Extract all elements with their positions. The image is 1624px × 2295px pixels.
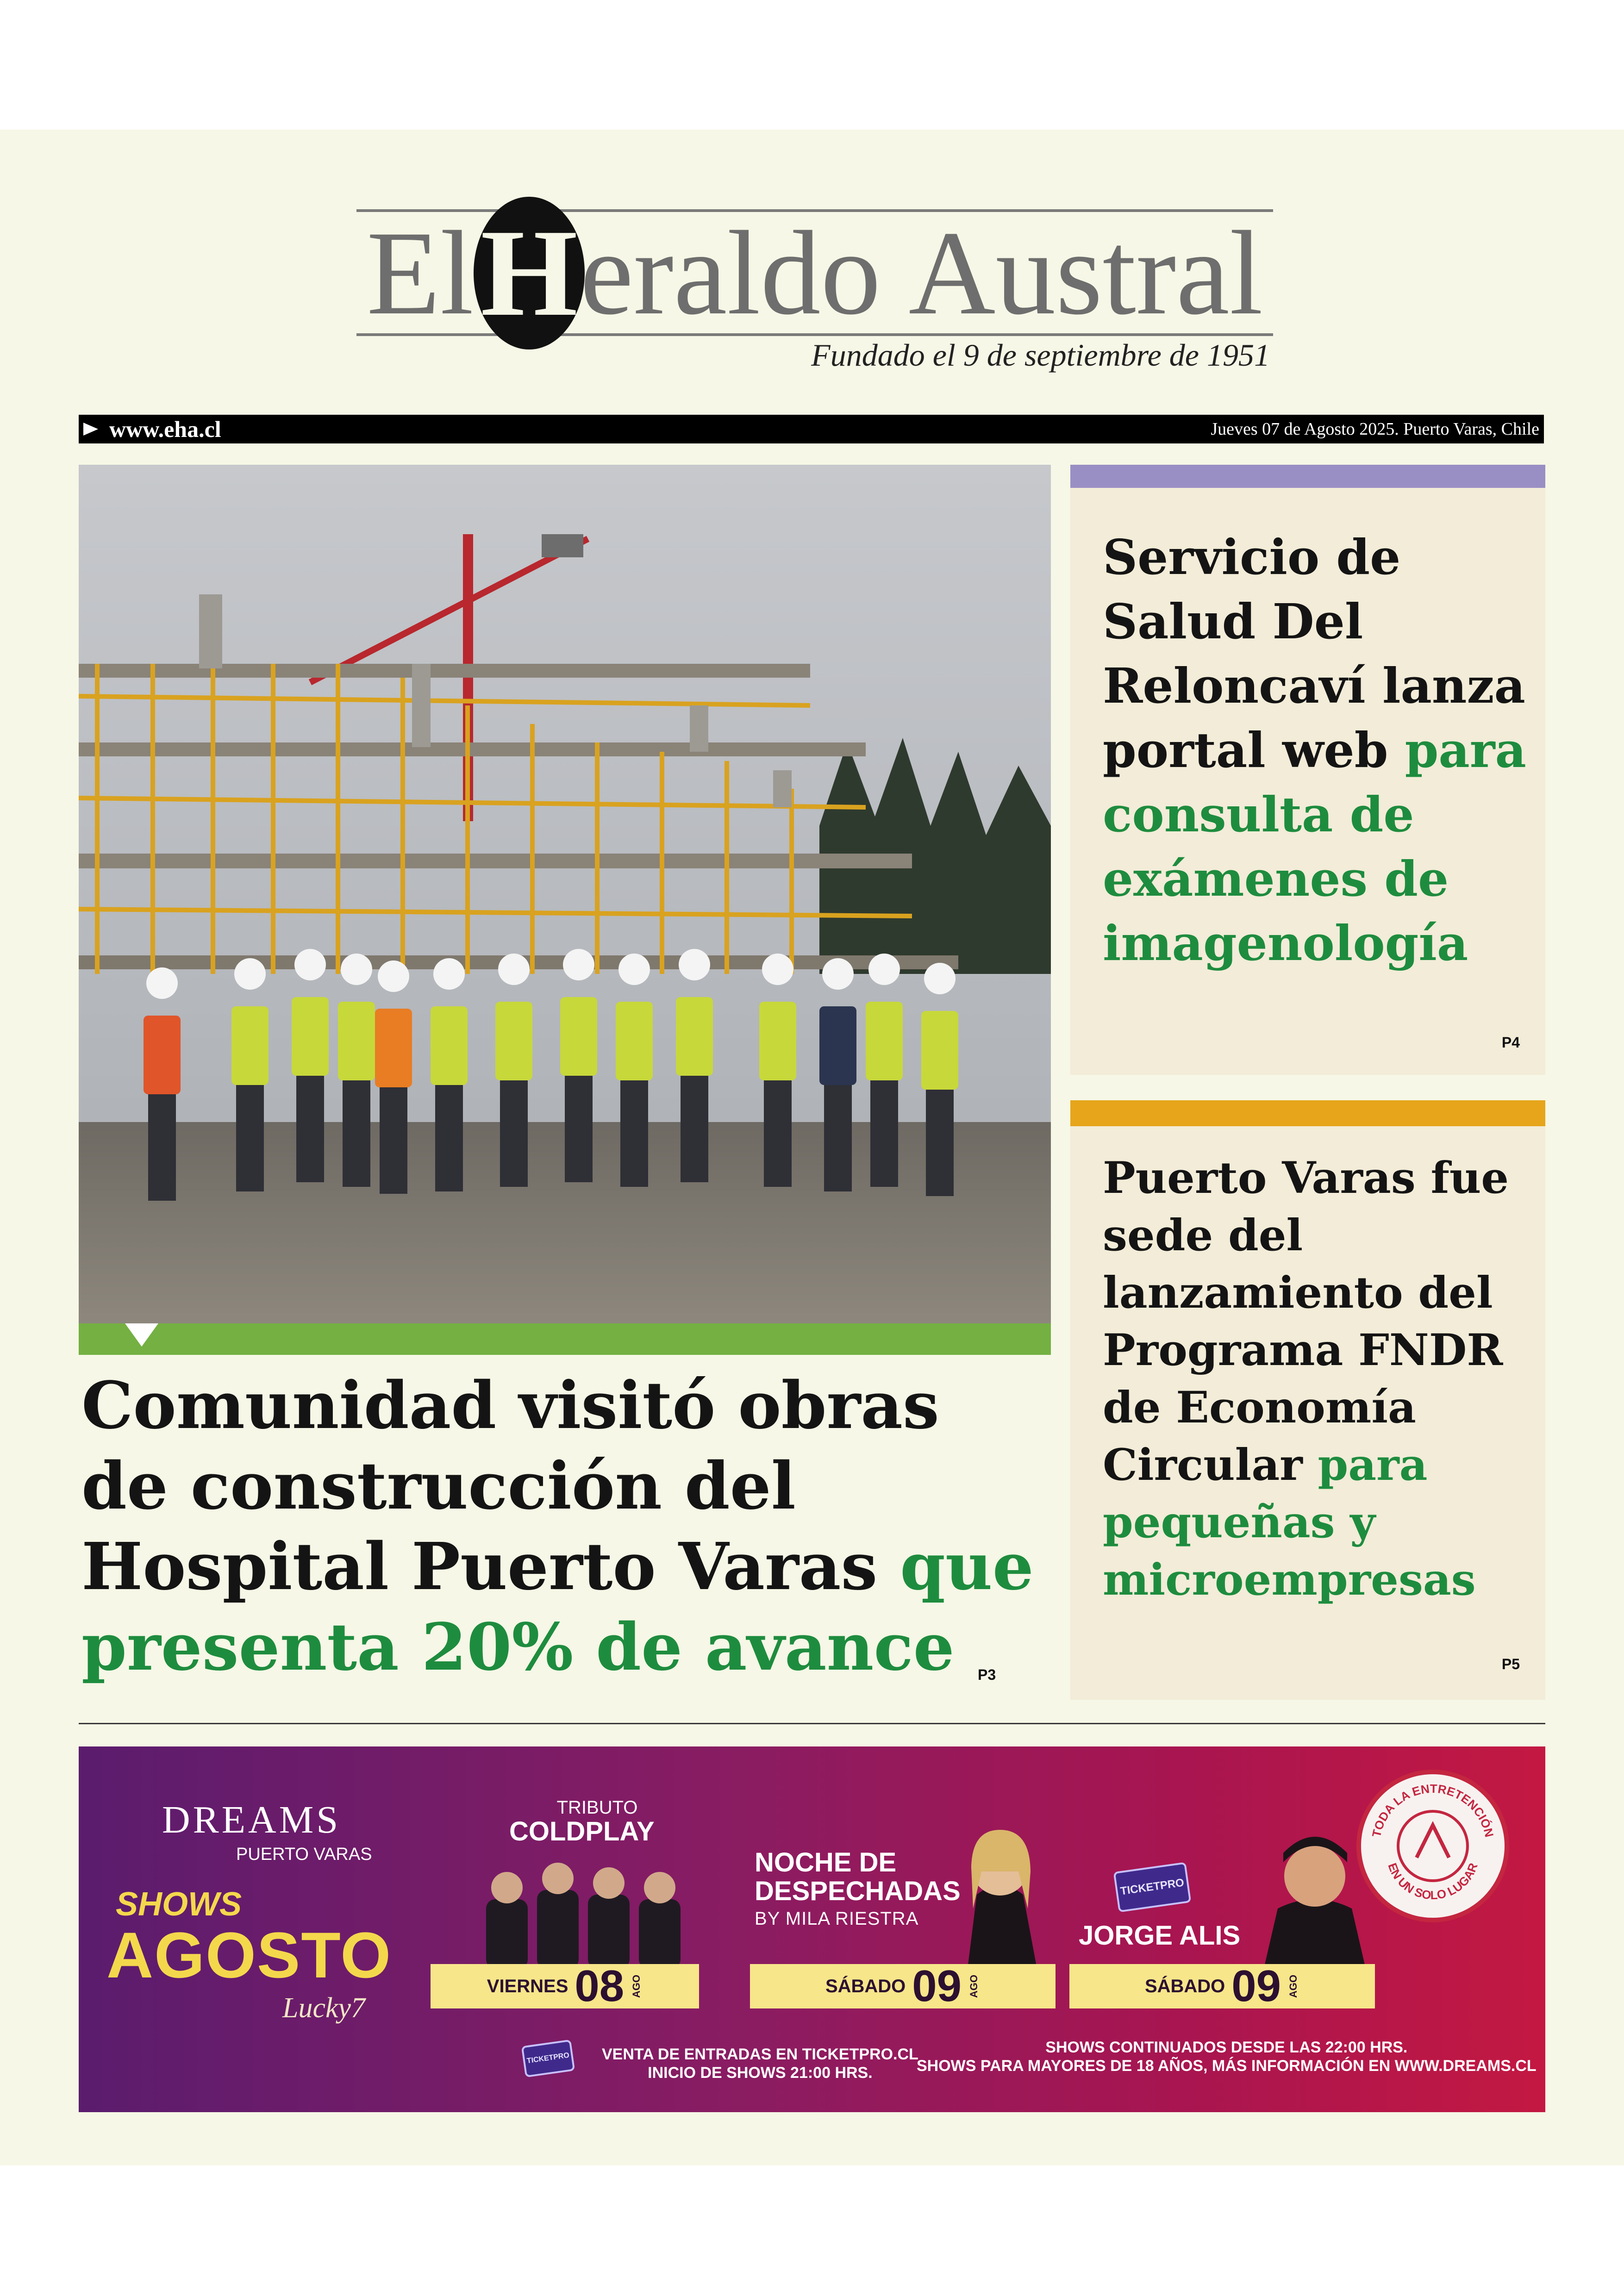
founded-line: Fundado el 9 de septiembre de 1951	[811, 337, 1270, 373]
side-story-2-color-bar	[1070, 1100, 1545, 1126]
date-bar	[79, 415, 1544, 443]
event3-date	[1069, 1961, 1375, 2011]
construction-group-photo-icon	[79, 465, 1051, 1323]
ad-lucky7: Lucky7	[282, 1992, 366, 2024]
event3-day: SÁBADO	[1144, 1976, 1225, 1996]
section-divider	[79, 1723, 1545, 1724]
event2-title	[755, 1848, 961, 1906]
coldplay-band-photo-icon	[477, 1862, 694, 1969]
side-story-1[interactable]	[1070, 465, 1545, 1075]
dreams-ad-banner[interactable]	[79, 1746, 1545, 2112]
event1-num: 08	[575, 1961, 625, 2011]
side-story-2-headline	[1070, 1149, 1545, 1609]
event1-month: AGO	[631, 1974, 643, 1998]
side-story-1-headline-accent: para consulta de exámenes de imagenología	[1103, 722, 1526, 972]
ad-shows-label: SHOWS	[116, 1886, 242, 1923]
mila-riestra-photo-icon	[949, 1816, 1051, 1969]
side-story-1-headline	[1070, 525, 1545, 975]
side-story-2-page-ref: P5	[1501, 1656, 1520, 1672]
event2-num: 09	[912, 1961, 962, 2011]
masthead-word-eraldo: eraldo	[580, 206, 881, 340]
event2-day: SÁBADO	[825, 1976, 906, 1996]
photo-caption-bar	[79, 1323, 1051, 1355]
ad-month: AGOSTO	[106, 1919, 392, 1991]
event2-title-line1: NOCHE DE	[755, 1847, 897, 1877]
arrow-right-icon	[83, 423, 98, 436]
side-story-1-color-bar	[1070, 465, 1545, 488]
stamp-bottom-text: EN UN SOLO LUGAR	[1385, 1861, 1480, 1902]
lead-headline-accent: que presenta 20% de avance	[81, 1529, 1034, 1685]
event2-date	[750, 1961, 1056, 2011]
event1-pre-title: TRIBUTO	[556, 1797, 638, 1818]
triangle-down-icon	[125, 1323, 158, 1347]
masthead-h-logo: H	[474, 197, 585, 349]
lead-story-headline[interactable]	[81, 1366, 1044, 1688]
ticketpro-badge-2: TICKETPRO	[521, 2039, 575, 2077]
side-story-2-headline-main: Puerto Varas fue sede del lanzamiento del Programa FNDR de Economía Circular	[1103, 1153, 1509, 1491]
ad-info-left	[602, 2045, 918, 2082]
event3-title: JORGE ALIS	[1079, 1921, 1241, 1951]
event3-num: 09	[1231, 1961, 1281, 2011]
ad-info-right-line1: SHOWS CONTINUADOS DESDE LAS 22:00 HRS.	[1045, 2039, 1408, 2056]
entertainment-stamp-icon	[1356, 1770, 1509, 1922]
ad-info-right-line2: SHOWS PARA MAYORES DE 18 AÑOS, MÁS INFORMACIÓN EN WWW.DREAMS.CL	[917, 2057, 1537, 2075]
side-story-2[interactable]	[1070, 1100, 1545, 1700]
event1-title: COLDPLAY	[509, 1816, 655, 1846]
lead-page-ref: P3	[978, 1666, 996, 1683]
stamp-top-text: TODA LA ENTRETENCIÓN	[1369, 1781, 1497, 1839]
ticketpro-badge-1: TICKETPRO	[1113, 1862, 1192, 1912]
side-story-1-page-ref: P4	[1501, 1034, 1520, 1051]
event2-month: AGO	[968, 1974, 980, 1998]
masthead-title	[356, 185, 1273, 361]
lead-story-photo[interactable]	[79, 465, 1051, 1323]
ad-brand: DREAMS	[162, 1798, 341, 1841]
event2-title-line2: DESPECHADAS	[755, 1876, 961, 1906]
ad-info-right	[917, 2038, 1537, 2075]
issue-date: Jueves 07 de Agosto 2025. Puerto Varas, Chile	[1211, 419, 1539, 439]
site-url-link[interactable]: www.eha.cl	[109, 416, 221, 442]
lead-headline-main: Comunidad visitó obras de construcción del Hospital Puerto Varas	[81, 1368, 939, 1605]
event3-month: AGO	[1287, 1974, 1299, 1998]
ad-info-left-line1: VENTA DE ENTRADAS EN TICKETPRO.CL	[602, 2046, 918, 2063]
ad-brand-sub: PUERTO VARAS	[236, 1845, 372, 1864]
side-story-2-headline-accent: para pequeñas y microempresas	[1103, 1440, 1476, 1605]
side-story-1-headline-main: Servicio de Salud Del Reloncaví lanza portal web	[1103, 529, 1525, 779]
masthead-word-el: El	[366, 206, 474, 340]
masthead-word-austral: Austral	[908, 206, 1263, 340]
event1-date	[431, 1961, 699, 2011]
ad-info-left-line2: INICIO DE SHOWS 21:00 HRS.	[648, 2064, 873, 2082]
event1-day: VIERNES	[487, 1976, 568, 1996]
event2-subtitle: BY MILA RIESTRA	[755, 1908, 919, 1929]
